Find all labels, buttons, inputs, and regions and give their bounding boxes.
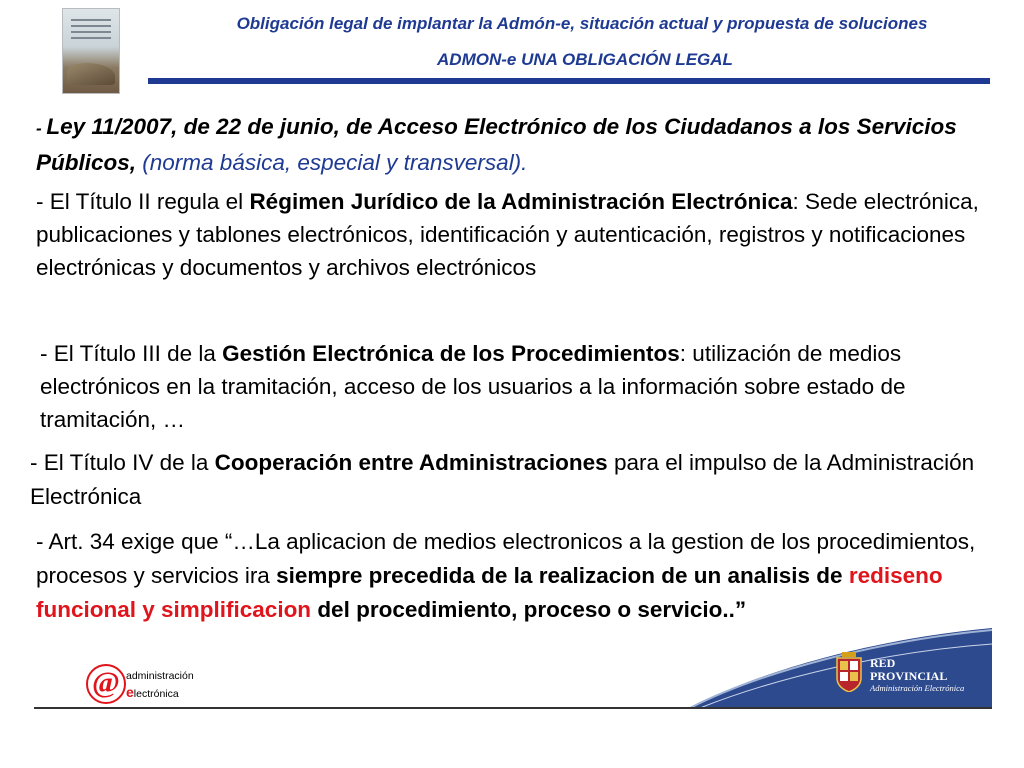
law-title: Ley 11/2007, de 22 de junio, de Acceso Electrónico de los Ciudadanos a los Servicios Públicos, bbox=[36, 114, 957, 175]
header-rule bbox=[148, 78, 990, 84]
book-cover-thumbnail bbox=[62, 8, 120, 94]
law-note: (norma básica, especial y transversal). bbox=[136, 150, 528, 175]
header-subtitle: ADMON-e UNA OBLIGACIÓN LEGAL bbox=[437, 50, 733, 69]
header-title: Obligación legal de implantar la Admón-e, situación actual y propuesta de soluciones bbox=[236, 14, 928, 33]
red-provincial-logo: RED PROVINCIAL Administración Electrónica bbox=[870, 656, 965, 693]
paragraph-art-34: - Art. 34 exige que “…La aplicacion de medios electronicos a la gestion de los procedimientos, procesos y servicios ira siempre precedida de la realizacion de un analisis de rediseno funcional y simplificacion del procedimiento, proceso o servicio..” bbox=[36, 529, 976, 622]
coat-of-arms-icon bbox=[836, 652, 862, 692]
paragraph-titulo-iv: - El Título IV de la Cooperación entre Administraciones para el impulso de la Administración Electrónica bbox=[30, 450, 975, 509]
paragraph-titulo-ii: - El Título II regula el Régimen Jurídico de la Administración Electrónica: Sede electrónica, publicaciones y tablones electrónicos, identificación y autenticación, registros y notificaciones electrónicas y documentos y archivos electrónicos bbox=[36, 189, 979, 280]
at-sign-icon: @ bbox=[86, 664, 126, 704]
paragraph-law: - Ley 11/2007, de 22 de junio, de Acceso Electrónico de los Ciudadanos a los Servicios Públicos, (norma básica, especial y transversal). bbox=[36, 114, 957, 175]
administracion-electronica-logo: @ administración electrónica bbox=[86, 664, 226, 708]
paragraph-titulo-iii: - El Título III de la Gestión Electrónica de los Procedimientos: utilización de medios electrónicos en la tramitación, acceso de los usuarios a la información sobre estado de tramitación, … bbox=[40, 341, 906, 432]
